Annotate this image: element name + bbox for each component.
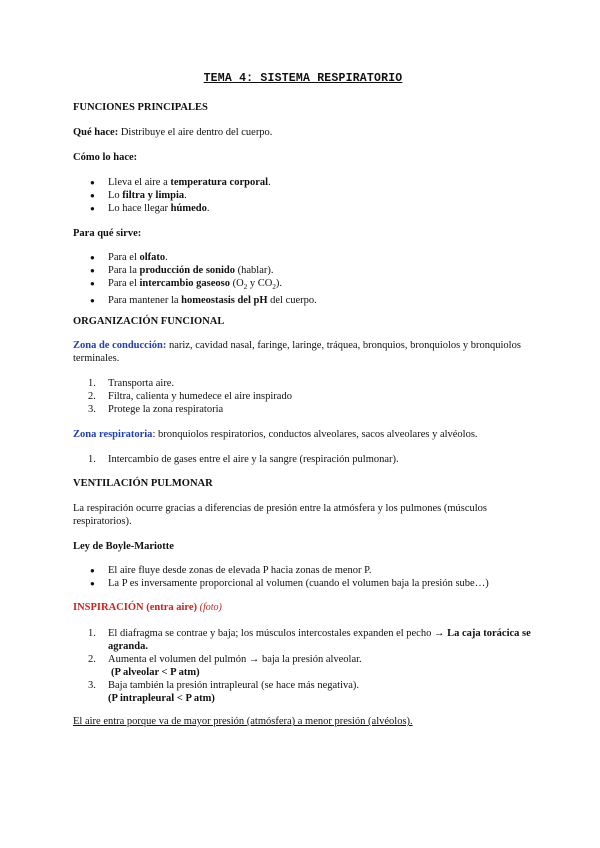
que-hace-label: Qué hace: (73, 127, 119, 138)
zona-conduccion-text: nariz, cavidad nasal, faringe, laringe, tráquea, bronquios, bronquiolos y bronquiolos terminales. (73, 340, 521, 364)
list-item: ● El aire fluye desde zonas de elevada P hacia zonas de menor P. (73, 564, 533, 577)
list-item: ● Para mantener la homeostasis del pH del cuerpo. (73, 294, 533, 307)
zona-conduccion-paragraph (73, 339, 533, 365)
zona-respiratoria-paragraph (73, 428, 533, 441)
para-que-sirve-list (73, 251, 533, 307)
page-title: TEMA 4: SISTEMA RESPIRATORIO (203, 72, 403, 85)
inspiracion-label: INSPIRACIÓN (entra aire) (73, 602, 198, 613)
ley-boyle-label: Ley de Boyle-Mariotte (73, 541, 174, 552)
list-item: ● Para la producción de sonido (hablar). (73, 264, 533, 277)
list-item: 2. Filtra, calienta y humedece el aire inspirado (88, 391, 292, 402)
list-item: 3. Protege la zona respiratoria (88, 404, 224, 415)
para-que-sirve-label: Para qué sirve: (73, 228, 142, 239)
respiratoria-list (73, 453, 533, 466)
conduccion-list (73, 377, 533, 416)
como-lo-hace-label: Cómo lo hace: (73, 152, 138, 163)
list-item: 1. Intercambio de gases entre el aire y la sangre (respiración pulmonar). (88, 454, 399, 465)
list-item: 1. Transporta aire. (88, 378, 175, 389)
que-hace-paragraph (73, 126, 533, 139)
list-item: ● Lo hace llegar húmedo. (73, 202, 533, 215)
list-item: ● Para el intercambio gaseoso ($O_2$ y $CO_2$). (73, 277, 533, 294)
list-item: 1. El diafragma se contrae y baja; los músculos intercostales expanden el pecho → La caja torácica se agranda. (88, 628, 531, 652)
conclusion-text: El aire entra porque va de mayor presión (atmósfera) a menor presión (alvéolos). (73, 716, 413, 727)
como-lo-hace-list (73, 176, 533, 215)
inspiracion-heading (73, 601, 533, 614)
foto-link[interactable]: (foto) (199, 602, 222, 613)
list-item: ● Para el olfato. (73, 251, 533, 264)
section-heading-funciones: FUNCIONES PRINCIPALES (73, 102, 208, 113)
list-item: ● Lo filtra y limpia. (73, 189, 533, 202)
list-item: ● La P es inversamente proporcional al volumen (cuando el volumen baja la presión sube…) (73, 577, 533, 590)
list-item: 3. Baja también la presión intrapleural (se hace más negativa). (P intrapleural < P atm) (88, 680, 360, 704)
ley-boyle-list (73, 564, 533, 590)
section-heading-organizacion: ORGANIZACIÓN FUNCIONAL (73, 316, 225, 327)
zona-conduccion-label: Zona de conducción: (73, 340, 167, 351)
zona-respiratoria-text: : bronquiolos respiratorios, conductos alveolares, sacos alveolares y alvéolos. (152, 429, 478, 440)
inspiracion-list (73, 627, 533, 705)
ventilacion-intro: La respiración ocurre gracias a diferencias de presión entre la atmósfera y los pulmones (músculos respiratorios). (73, 503, 488, 527)
zona-respiratoria-label: Zona respiratoria (73, 429, 153, 440)
list-item: 2. Aumenta el volumen del pulmón → baja la presión alveolar. (P alveolar < P atm) (88, 654, 362, 678)
que-hace-text: Distribuye el aire dentro del cuerpo. (118, 127, 273, 138)
list-item: ● Lleva el aire a temperatura corporal. (73, 176, 533, 189)
section-heading-ventilacion: VENTILACIÓN PULMONAR (73, 478, 213, 489)
